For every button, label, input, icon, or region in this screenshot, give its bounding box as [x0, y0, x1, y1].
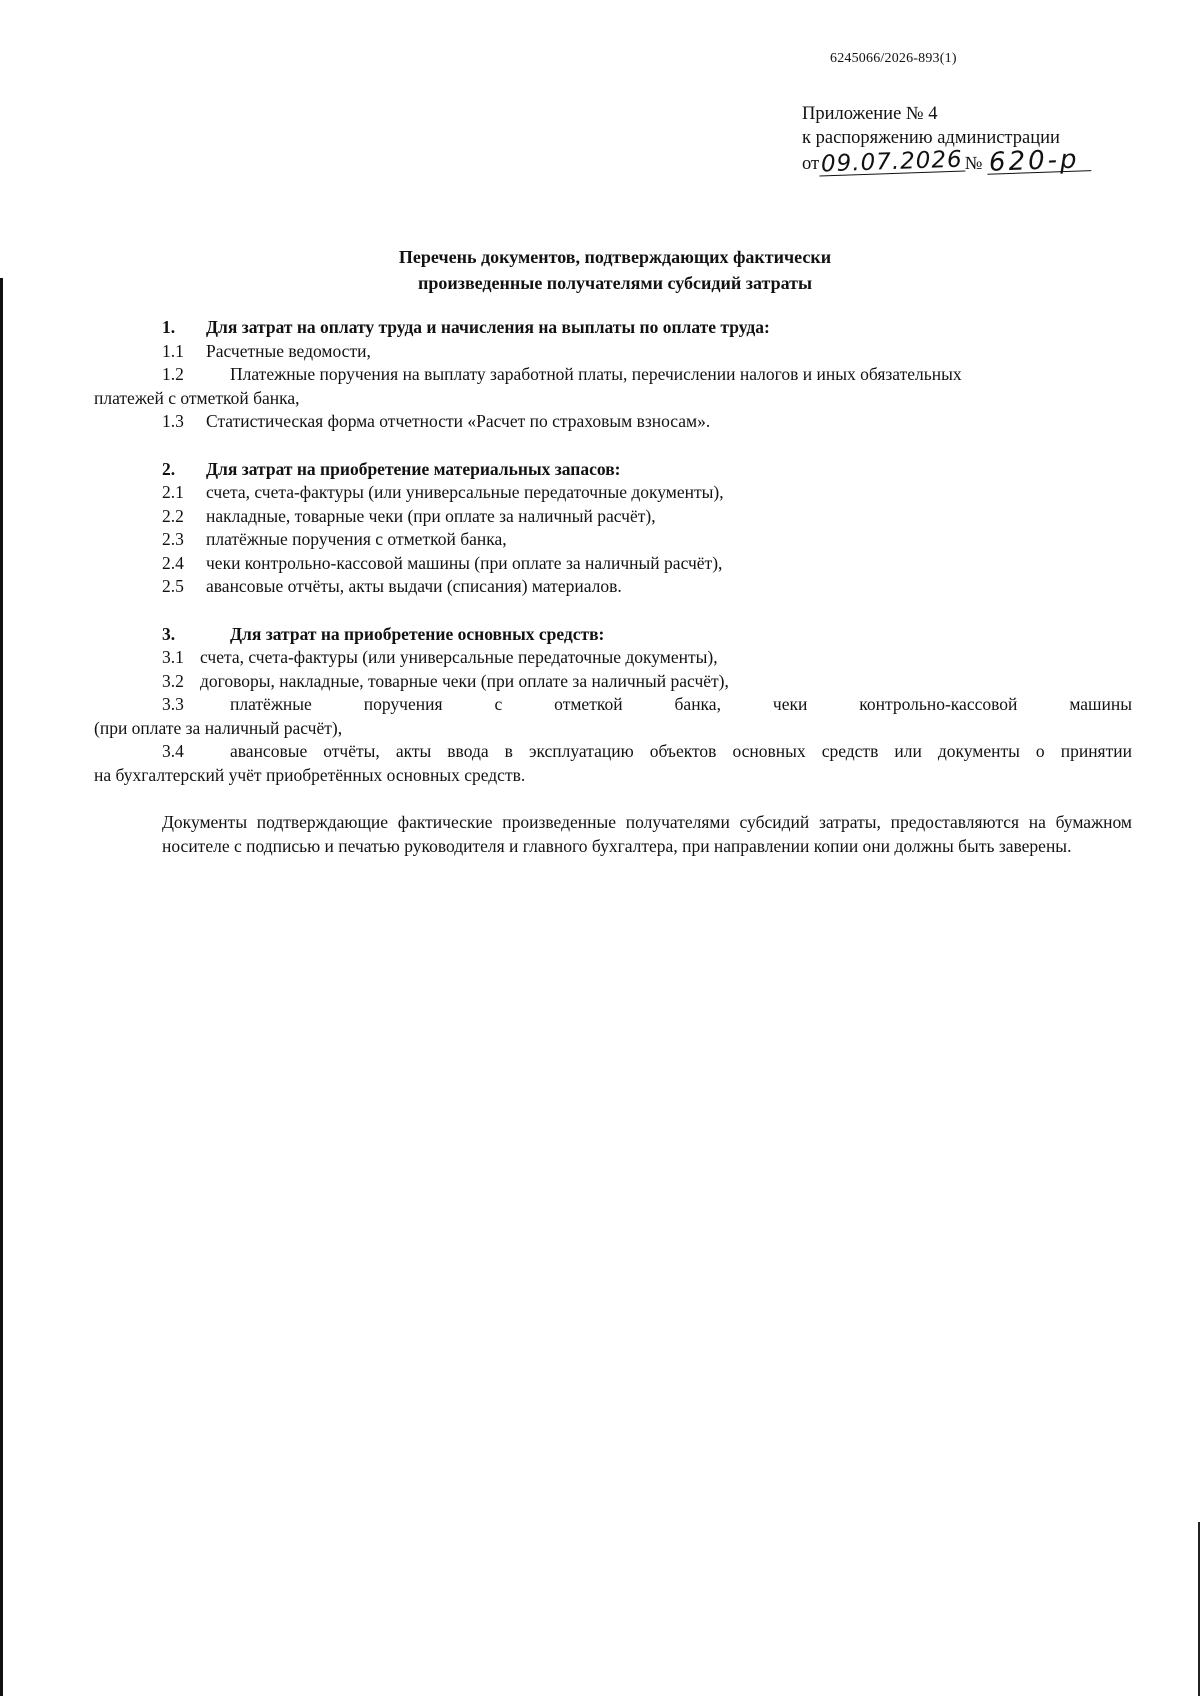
annex-subtitle: к распоряжению администрации	[802, 128, 1060, 148]
item-text: накладные, товарные чеки (при оплате за наличный расчёт),	[206, 505, 656, 526]
section-3-heading	[94, 623, 1132, 647]
list-item	[94, 363, 1132, 387]
annex-date-line	[802, 144, 1091, 178]
handwritten-number: 620-р	[987, 148, 1092, 175]
item-text: Расчетные ведомости,	[206, 340, 371, 361]
item-number: 1.3	[162, 411, 184, 431]
annex-block	[802, 102, 1091, 176]
item-number: 2.2	[162, 505, 184, 526]
list-item	[94, 670, 1132, 694]
item-text: счета, счета-фактуры (или универсальные передаточные документы),	[200, 647, 718, 667]
item-number: 3.3	[162, 694, 184, 714]
item-number: 3.1	[162, 647, 184, 667]
section-number: 2.	[162, 458, 176, 479]
closing-paragraph: Документы подтверждающие фактические произведенные получателями субсидий затраты, предоставляются на бумажном носителе с подписью и печатью руководителя и главного бухгалтера, при направлении копии они должны быть заверены.	[162, 812, 1132, 856]
item-text: счета, счета-фактуры (или универсальные передаточные документы),	[206, 482, 724, 502]
item-text: платёжные поручения с отметкой банка,	[206, 529, 507, 549]
document-body	[94, 316, 1132, 858]
section-number: 3.	[162, 623, 176, 644]
list-item	[94, 552, 1132, 576]
section-1-heading	[94, 316, 1132, 340]
list-item	[94, 575, 1132, 599]
document-title	[0, 244, 1200, 296]
section-heading-text: Для затрат на оплату труда и начисления на выплаты по оплате труда:	[206, 317, 770, 337]
section-2-heading	[94, 458, 1132, 482]
list-item	[94, 505, 1132, 529]
scan-edge-left	[0, 278, 3, 1696]
list-item	[94, 410, 1132, 434]
list-item	[94, 740, 1132, 764]
number-prefix: №	[964, 154, 983, 174]
item-text: авансовые отчёты, акты выдачи (списания) материалов.	[206, 576, 622, 596]
item-text: Статистическая форма отчетности «Расчет по страховым взносам».	[206, 411, 711, 431]
list-item-continuation: (при оплате за наличный расчёт),	[94, 717, 343, 738]
item-text: чеки контрольно-кассовой машины (при оплате за наличный расчёт),	[206, 552, 723, 573]
list-item	[94, 528, 1132, 552]
list-item	[94, 481, 1132, 505]
section-number: 1.	[162, 317, 176, 337]
item-number: 2.1	[162, 482, 184, 502]
item-number: 3.2	[162, 670, 184, 691]
item-text: договоры, накладные, товарные чеки (при оплате за наличный расчёт),	[200, 670, 729, 691]
list-item	[94, 693, 1132, 717]
annex-title: Приложение № 4	[802, 104, 938, 124]
document-id: 6245066/2026-893(1)	[830, 51, 957, 66]
item-number: 3.4	[162, 741, 184, 761]
handwritten-date: 09.07.2026	[820, 146, 964, 178]
item-text: авансовые отчёты, акты ввода в эксплуатацию объектов основных средств или документы о принятии	[230, 741, 1132, 761]
list-item-continuation: платежей с отметкой банка,	[94, 387, 300, 408]
title-line-2: произведенные получателями субсидий затраты	[417, 273, 813, 293]
item-number: 1.2	[162, 364, 184, 384]
list-item-continuation: на бухгалтерский учёт приобретённых основных средств.	[94, 764, 526, 785]
item-number: 2.4	[162, 552, 184, 573]
section-heading-text: Для затрат на приобретение материальных запасов:	[206, 458, 621, 479]
title-line-1: Перечень документов, подтверждающих фактически	[398, 247, 832, 267]
item-text: платёжные поручения с отметкой банка, чеки контрольно-кассовой машины	[230, 694, 1132, 714]
item-number: 1.1	[162, 340, 184, 361]
item-text: Платежные поручения на выплату заработной платы, перечислении налогов и иных обязательных	[230, 364, 962, 384]
item-number: 2.5	[162, 576, 184, 596]
date-prefix: от	[802, 154, 820, 174]
list-item	[94, 646, 1132, 670]
list-item	[94, 340, 1132, 364]
section-heading-text: Для затрат на приобретение основных средств:	[230, 623, 605, 644]
item-number: 2.3	[162, 529, 184, 549]
